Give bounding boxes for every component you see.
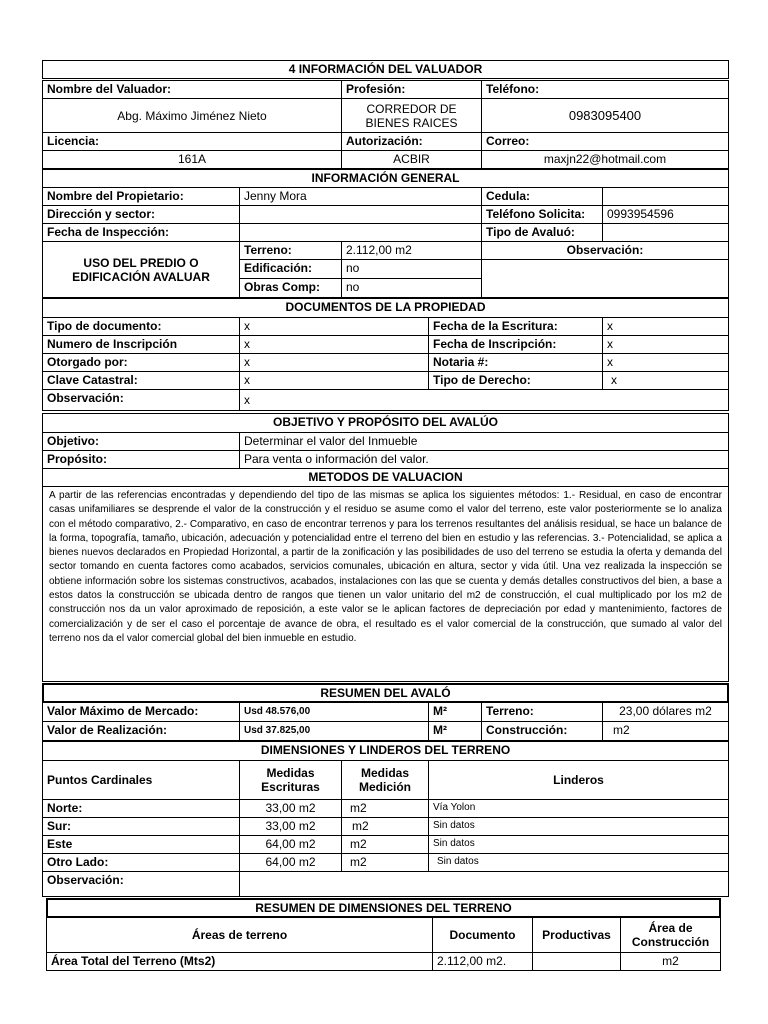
doc-row-value2-4: x (602, 371, 729, 390)
rd-header-construccion: Área de Construcción (620, 917, 721, 953)
dim-header-escrituras: Medidas Escrituras (239, 760, 342, 800)
dim-row-lindero-2: Sin datos (428, 817, 729, 836)
dim-observacion-label: Observación: (42, 871, 240, 897)
metodos-title: METODOS DE VALUACION (42, 468, 729, 487)
edificacion-label: Edificación: (239, 259, 342, 279)
doc-row-value-4: x (239, 371, 429, 390)
dim-row-medicion-3: m2 (341, 835, 429, 854)
doc-row-label2-2: Fecha de Inscripción: (428, 335, 603, 354)
dim-row-lindero-4: Sin datos (428, 853, 729, 872)
valuador-value: Abg. Máximo Jiménez Nieto (42, 98, 342, 133)
doc-row-label-2: Numero de Inscripción (42, 335, 240, 354)
vr-value: Usd 37.825,00 (239, 721, 429, 741)
tipo-avaluo-label: Tipo de Avaluó: (481, 223, 603, 242)
vmm-value: Usd 48.576,00 (239, 702, 429, 722)
vr-unit: M² (428, 721, 482, 741)
telefono-value: 0983095400 (481, 98, 729, 133)
doc-row-value-2: x (239, 335, 429, 354)
resumen-terreno-value: 23,00 dólares m2 (602, 702, 729, 722)
doc-row-value-1: x (239, 317, 429, 336)
dim-row-punto-2: Sur: (42, 817, 240, 836)
proposito-label: Propósito: (42, 450, 240, 469)
dim-row-punto-4: Otro Lado: (42, 853, 240, 872)
dim-header-linderos: Linderos (428, 760, 729, 800)
doc-row-label-3: Otorgado por: (42, 353, 240, 372)
telefono-label: Teléfono: (481, 80, 729, 99)
edificacion-value: no (341, 259, 482, 279)
propietario-label: Nombre del Propietario: (42, 187, 240, 206)
rd-header-areas: Áreas de terreno (46, 917, 433, 953)
dim-observacion-value (239, 871, 729, 897)
correo-value: maxjn22@hotmail.com (481, 150, 729, 169)
dim-row-escrituras-4: 64,00 m2 (239, 853, 342, 872)
dim-row-lindero-3: Sin datos (428, 835, 729, 854)
direccion-value (239, 205, 482, 224)
rd-row-documento: 2.112,00 m2. (432, 952, 533, 971)
cedula-label: Cedula: (481, 187, 603, 206)
rd-row-label: Área Total del Terreno (Mts2) (46, 952, 433, 971)
vmm-label: Valor Máximo de Mercado: (42, 702, 240, 722)
tel-solicita-value: 0993954596 (602, 205, 729, 224)
doc-observacion-value: x (239, 389, 729, 411)
doc-row-value-3: x (239, 353, 429, 372)
dim-row-escrituras-3: 64,00 m2 (239, 835, 342, 854)
doc-observacion-label: Observación: (42, 389, 240, 411)
dim-row-medicion-4: m2 (341, 853, 429, 872)
valuador-label: Nombre del Valuador: (42, 80, 342, 99)
dim-row-medicion-1: m2 (341, 799, 429, 818)
proposito-value: Para venta o información del valor. (239, 450, 729, 469)
tel-solicita-label: Teléfono Solicita: (481, 205, 603, 224)
doc-row-label2-1: Fecha de la Escritura: (428, 317, 603, 336)
profesion-value: CORREDOR DE BIENES RAICES (341, 98, 482, 133)
doc-row-value2-1: x (602, 317, 729, 336)
doc-row-label-1: Tipo de documento: (42, 317, 240, 336)
dimensiones-title: DIMENSIONES Y LINDEROS DEL TERRENO (42, 741, 729, 761)
dim-row-escrituras-1: 33,00 m2 (239, 799, 342, 818)
licencia-label: Licencia: (42, 132, 342, 151)
dim-row-escrituras-2: 33,00 m2 (239, 817, 342, 836)
rd-row-construccion: m2 (620, 952, 721, 971)
dim-header-puntos: Puntos Cardinales (42, 760, 240, 800)
cedula-value (602, 187, 729, 206)
doc-row-label2-3: Notaria #: (428, 353, 603, 372)
dim-row-punto-1: Norte: (42, 799, 240, 818)
propietario-value: Jenny Mora (239, 187, 482, 206)
doc-row-value2-3: x (602, 353, 729, 372)
vmm-unit: M² (428, 702, 482, 722)
rd-row-productivas (532, 952, 621, 971)
objetivo-title: OBJETIVO Y PROPÓSITO DEL AVALÚO (42, 413, 729, 433)
dim-row-medicion-2: m2 (341, 817, 429, 836)
uso-predio-label: USO DEL PREDIO O EDIFICACIÓN AVALUAR (42, 241, 240, 298)
rd-header-documento: Documento (432, 917, 533, 953)
observacion-general-value (481, 259, 729, 298)
dim-row-lindero-1: Vía Yolon (428, 799, 729, 818)
autorizacion-label: Autorización: (341, 132, 482, 151)
autorizacion-value: ACBIR (341, 150, 482, 169)
objetivo-label: Objetivo: (42, 432, 240, 451)
documentos-title: DOCUMENTOS DE LA PROPIEDAD (42, 298, 729, 318)
general-title: INFORMACIÓN GENERAL (42, 169, 729, 188)
resumen-title: RESUMEN DEL AVALÓ (42, 683, 729, 703)
fecha-inspeccion-label: Fecha de Inspección: (42, 223, 240, 242)
fecha-inspeccion-value (239, 223, 482, 242)
objetivo-value: Determinar el valor del Inmueble (239, 432, 729, 451)
observacion-general-label: Observación: (481, 241, 729, 260)
obras-value: no (341, 278, 482, 298)
dim-header-medicion: Medidas Medición (341, 760, 429, 800)
dim-row-punto-3: Este (42, 835, 240, 854)
metodos-text: A partir de las referencias encontradas y dependiendo del tipo de las mismas se aplica los siguientes métodos: 1.- Residual, en caso de encontrar casas unifamiliares se desprende el valor de la construcción y el residuo se asume como el valor del terreno, este valor posteriormente se lo analiza con el método comparativo, 2.- Comparativo, en caso de encontrar terrenos y para los terrenos resultantes del análisis residual, se hace un balance de la forma, topografía, tamaño, ubicación, adecuación y potencialidad entre el terreno del bien en estudio y las referencias. 3.- Potencialidad, se aplica a bienes nuevos declarados en Propiedad Horizontal, a partir de la zonificación y las posibilidades de uso del terreno se estudia la oferta y demanda del sector tomando en cuenta factores como acabados, servicios comunales, ubicación en altura, sector y vida útil. Una vez realizada la inspección se obtiene información sobre los sistemas constructivos, acabados, instalaciones con las que se cuenta y demás detalles constructivos del bien, a base a estos datos la construcción se ubicada dentro de rangos que tienen un valor unitario del m2 de construcción, el cual multiplicado por los m2 de construcción nos da un valor aproximado de reposición, a este valor se le aplican factores de depreciación por edad y mantenimiento, factores de comercialización y de ser el caso el porcentaje de avance de obra, el resultado es el valor comercial de la construcción, que sumado al valor del terreno nos da el valor comercial global del bien inmueble en estudio. (42, 486, 729, 682)
correo-label: Correo: (481, 132, 729, 151)
vr-label: Valor de Realización: (42, 721, 240, 741)
terreno-value: 2.112,00 m2 (341, 241, 482, 260)
resumen-terreno-label: Terreno: (481, 702, 603, 722)
rd-header-productivas: Productivas (532, 917, 621, 953)
resumen-dim-title: RESUMEN DE DIMENSIONES DEL TERRENO (46, 898, 721, 918)
licencia-value: 161A (42, 150, 342, 169)
resumen-construccion-value: m2 (602, 721, 729, 741)
doc-row-label2-4: Tipo de Derecho: (428, 371, 603, 390)
doc-row-label-4: Clave Catastral: (42, 371, 240, 390)
terreno-label: Terreno: (239, 241, 342, 260)
direccion-label: Dirección y sector: (42, 205, 240, 224)
tipo-avaluo-value (602, 223, 729, 242)
obras-label: Obras Comp: (239, 278, 342, 298)
doc-row-value2-2: x (602, 335, 729, 354)
section4-title: 4 INFORMACIÓN DEL VALUADOR (42, 60, 729, 79)
profesion-label: Profesión: (341, 80, 482, 99)
resumen-construccion-label: Construcción: (481, 721, 603, 741)
